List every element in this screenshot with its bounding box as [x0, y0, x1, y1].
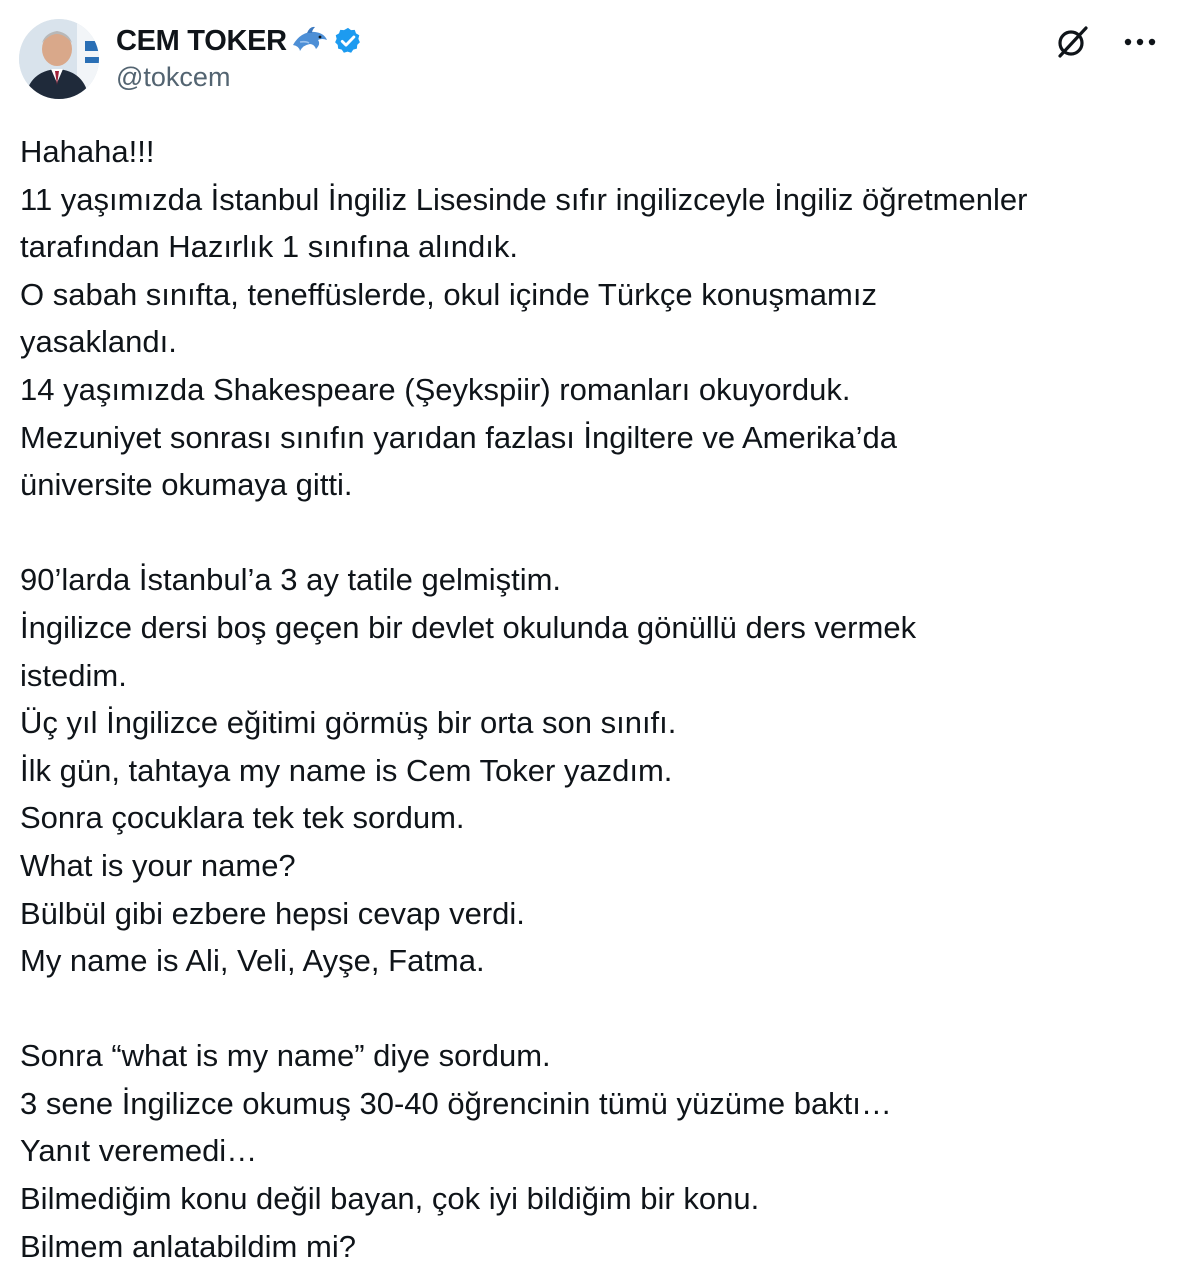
tweet-line: My name is Ali, Veli, Ayşe, Fatma.: [20, 943, 485, 979]
tweet-line: tarafından Hazırlık 1 sınıfına alındık.: [20, 229, 518, 265]
tweet-line: İngilizce dersi boş geçen bir devlet okulunda gönüllü ders vermek: [20, 609, 917, 645]
tweet-line: What is your name?: [20, 847, 296, 883]
paragraph-gap: [20, 509, 1180, 557]
tweet-line: istedim.: [20, 657, 127, 693]
tweet-line: İlk gün, tahtaya my name is Cem Toker yazdım.: [20, 752, 673, 788]
verified-badge-icon[interactable]: [333, 26, 363, 56]
tweet-line: 14 yaşımızda Shakespeare (Şeykspiir) romanları okuyorduk.: [20, 371, 851, 407]
dolphin-icon: [291, 25, 329, 57]
tweet-line: üniversite okumaya gitti.: [20, 467, 353, 503]
tweet-line: Sonra çocuklara tek tek sordum.: [20, 800, 465, 836]
tweet-line: 3 sene İngilizce okumuş 30-40 öğrencinin tümü yüzüme baktı…: [20, 1085, 892, 1121]
paragraph-gap: [20, 985, 1180, 1033]
tweet-line: Üç yıl İngilizce eğitimi görmüş bir orta son sınıfı.: [20, 705, 677, 741]
tweet-line: Bilmem anlatabildim mi?: [20, 1228, 356, 1264]
tweet-top-actions: [1052, 22, 1160, 62]
tweet-line: Mezuniyet sonrası sınıfın yarıdan fazlası İngiltere ve Amerika’da: [20, 419, 898, 455]
tweet-line: Bülbül gibi ezbere hepsi cevap verdi.: [20, 895, 525, 931]
author-display-name[interactable]: CEM TOKER: [116, 24, 287, 57]
avatar[interactable]: [19, 19, 99, 99]
more-options-icon[interactable]: [1120, 22, 1160, 62]
tweet-header: [0, 0, 1200, 120]
tweet-line: Hahaha!!!: [20, 134, 155, 169]
tweet-line: O sabah sınıfta, teneffüslerde, okul içinde Türkçe konuşmamız: [20, 276, 877, 312]
avatar-image: [19, 19, 99, 99]
tweet-line: Bilmediğim konu değil bayan, çok iyi bildiğim bir konu.: [20, 1181, 760, 1217]
tweet-line: Sonra “what is my name” diye sordum.: [20, 1038, 551, 1074]
tweet-line: Yanıt veremedi…: [20, 1133, 258, 1169]
tweet-text: [20, 128, 1180, 1270]
author-handle[interactable]: @tokcem: [116, 62, 231, 92]
grok-icon[interactable]: [1052, 22, 1092, 62]
tweet-line: 90’larda İstanbul’a 3 ay tatile gelmiştim.: [20, 562, 562, 598]
tweet-line: 11 yaşımızda İstanbul İngiliz Lisesinde sıfır ingilizceyle İngiliz öğretmenler: [20, 181, 1028, 217]
author-name-row: [116, 22, 363, 60]
tweet-line: yasaklandı.: [20, 324, 177, 360]
